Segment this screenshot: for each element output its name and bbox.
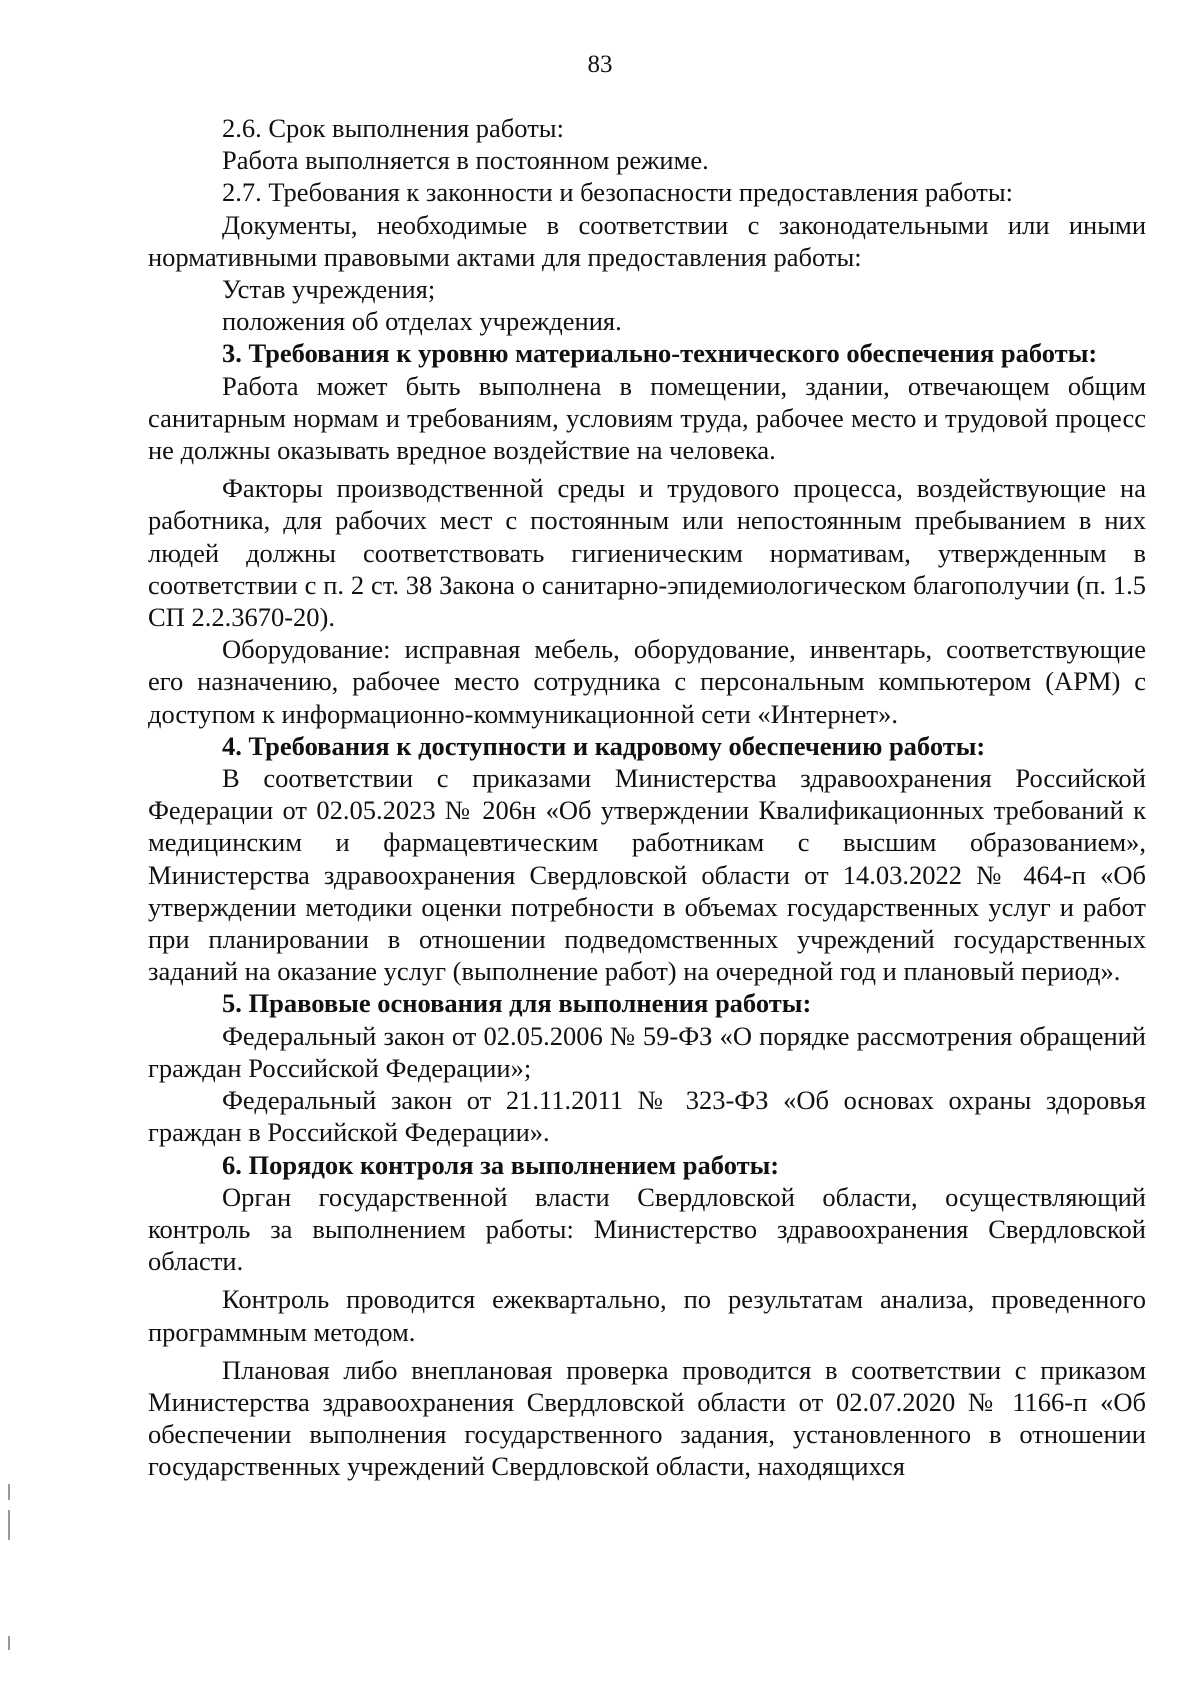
paragraph-premises: Работа может быть выполнена в помещении, здании, отвечающем общим санитарным нормам и требованиям, условиям труда, рабочее место и трудовой процесс не должны оказывать вредное воздействие на человека. — [148, 370, 1146, 466]
paragraph-federal-law-323: Федеральный закон от 21.11.2011 № 323-ФЗ «Об основах охраны здоровья граждан в Российской Федерации». — [148, 1085, 1146, 1148]
scan-margin-mark — [8, 1510, 10, 1540]
paragraph-control-authority: Орган государственной власти Свердловской области, осуществляющий контроль за выполнением работы: Министерство здравоохранения Свердловской области. — [148, 1181, 1146, 1277]
paragraph-federal-law-59: Федеральный закон от 02.05.2006 № 59-ФЗ «О порядке рассмотрения обращений граждан Российской Федерации»; — [148, 1020, 1146, 1083]
scan-margin-mark — [8, 1636, 10, 1650]
paragraph-department-regulations: положения об отделах учреждения. — [222, 306, 622, 337]
paragraph-work-mode: Работа выполняется в постоянном режиме. — [222, 145, 709, 176]
paragraph-production-factors: Факторы производственной среды и трудового процесса, воздействующие на работника, для рабочих мест с постоянным или непостоянным пребыванием в них людей должны соответствовать гигиеническим нормативам, утвержденным в соответствии с п. 2 ст. 38 Закона о санитарно-эпидемиологическом благополучии (п. 1.5 СП 2.2.3670-20). — [148, 473, 1146, 633]
paragraph-2-7-heading: 2.7. Требования к законности и безопасности предоставления работы: — [222, 177, 1014, 208]
paragraph-quarterly-control: Контроль проводится ежеквартально, по результатам анализа, проведенного программным методом. — [148, 1284, 1146, 1347]
page-number: 83 — [587, 51, 613, 78]
paragraph-equipment: Оборудование: исправная мебель, оборудование, инвентарь, соответствующие его назначению, рабочее место сотрудника с персональным компьютером (АРМ) с доступом к информационно-коммуникационной сети «Интернет». — [148, 634, 1146, 729]
section-5-heading: 5. Правовые основания для выполнения работы: — [222, 988, 812, 1019]
document-body — [148, 112, 1146, 1483]
paragraph-2-6-heading: 2.6. Срок выполнения работы: — [222, 113, 564, 143]
paragraph-ministry-orders: В соответствии с приказами Министерства здравоохранения Российской Федерации от 02.05.2023 № 206н «Об утверждении Квалификационных требований к медицинским и фармацевтическим работникам с высшим образованием», Министерства здравоохранения Свердловской области от 14.03.2022 № 464-п «Об утверждении методики оценки потребности в объемах государственных услуг и работ при планировании в отношении подведомственных учреждений государственных заданий на оказание услуг (выполнение работ) на очередной год и плановый период». — [148, 763, 1146, 987]
paragraph-charter: Устав учреждения; — [222, 274, 436, 305]
section-4-heading: 4. Требования к доступности и кадровому обеспечению работы: — [222, 730, 986, 761]
paragraph-documents: Документы, необходимые в соответствии с законодательными или иными нормативными правовыми актами для предоставления работы: — [148, 209, 1146, 272]
section-6-heading: 6. Порядок контроля за выполнением работы: — [222, 1149, 780, 1180]
section-3-heading: 3. Требования к уровню материально-технического обеспечения работы: — [222, 338, 1098, 369]
paragraph-inspection: Плановая либо внеплановая проверка проводится в соответствии с приказом Министерства здравоохранения Свердловской области от 02.07.2020 № 1166-п «Об обеспечении выполнения государственного задания, установленного в отношении государственных учреждений Свердловской области, находящихся — [148, 1354, 1146, 1482]
scan-margin-mark — [8, 1484, 10, 1500]
